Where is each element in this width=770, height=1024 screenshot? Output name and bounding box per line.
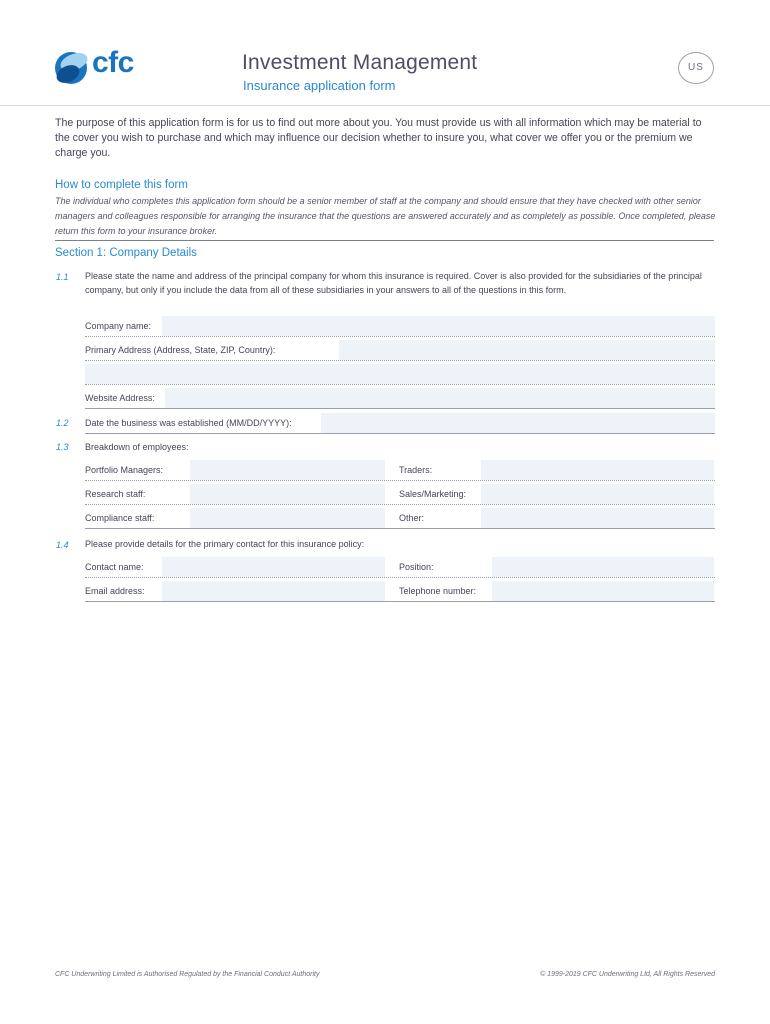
question-text: Please provide details for the primary contact for this insurance policy: (85, 539, 365, 549)
website-field[interactable] (165, 388, 715, 408)
contact-name-label: Contact name: (85, 562, 144, 572)
question-text: Breakdown of employees: (85, 442, 189, 452)
sales-marketing-field[interactable] (481, 484, 714, 504)
question-text: Please state the name and address of the principal company for whom this insurance is required. Cover is also provided for the subsidiaries of the principal company, but only if you include the data from all of these subsidiaries in your answers to all of the questions in this form. (85, 271, 702, 295)
email-label: Email address: (85, 586, 145, 596)
field-underline (85, 601, 715, 602)
page-header (0, 0, 770, 106)
position-label: Position: (399, 562, 434, 572)
cfc-logo (54, 46, 154, 86)
position-field[interactable] (492, 557, 714, 577)
telephone-label: Telephone number: (399, 586, 477, 596)
field-underline (85, 384, 715, 385)
other-label: Other: (399, 513, 425, 523)
section-divider (55, 240, 714, 241)
research-staff-label: Research staff: (85, 489, 146, 499)
cfc-logo-mark-icon (54, 50, 90, 86)
other-field[interactable] (481, 508, 714, 528)
primary-address-row (85, 340, 715, 361)
primary-address-field-2[interactable] (85, 364, 715, 384)
document-subtitle: Insurance application form (243, 78, 396, 93)
contact-row-2 (85, 581, 715, 602)
primary-address-field[interactable] (339, 340, 715, 360)
established-date-row (85, 413, 715, 434)
employees-row-1 (85, 460, 715, 481)
document-title: Investment Management (242, 51, 478, 74)
question-number: 1.3 (56, 442, 69, 452)
field-underline (85, 480, 715, 481)
compliance-staff-field[interactable] (190, 508, 385, 528)
website-row (85, 388, 715, 409)
question-number: 1.4 (56, 540, 69, 550)
research-staff-field[interactable] (190, 484, 385, 504)
company-name-label: Company name: (85, 321, 152, 331)
employees-row-2 (85, 484, 715, 505)
email-field[interactable] (162, 581, 385, 601)
company-name-row (85, 316, 715, 337)
primary-address-label: Primary Address (Address, State, ZIP, Country): (85, 345, 276, 355)
established-date-field[interactable] (321, 413, 715, 433)
established-date-label: Date the business was established (MM/DD/YYYY): (85, 418, 292, 428)
field-underline (85, 577, 715, 578)
field-underline (85, 528, 715, 529)
how-to-body: The individual who completes this application form should be a senior member of staff at the company and should ensure that they have checked with other senior managers and colleagues responsible for arranging the insurance that the questions are answered accurately and as completely as possible. Once completed, please return this form to your insurance broker. (55, 196, 716, 236)
region-badge: US (678, 52, 714, 84)
field-underline (85, 408, 715, 409)
traders-label: Traders: (399, 465, 433, 475)
telephone-field[interactable] (492, 581, 714, 601)
field-underline (85, 433, 715, 434)
section-title: Section 1: Company Details (55, 247, 197, 259)
footer-copyright: © 1999-2019 CFC Underwriting Ltd, All Rights Reserved (540, 971, 715, 978)
question-number: 1.2 (56, 418, 69, 428)
company-name-field[interactable] (162, 316, 715, 336)
compliance-staff-label: Compliance staff: (85, 513, 155, 523)
employees-row-3 (85, 508, 715, 529)
traders-field[interactable] (481, 460, 714, 480)
portfolio-managers-field[interactable] (190, 460, 385, 480)
intro-paragraph: The purpose of this application form is for us to find out more about you. You must provide us with all information which may be material to the cover you wish to purchase and which may influence our decision whether to insure you, what cover we offer you or the premium we charge you. (55, 117, 702, 159)
field-underline (85, 336, 715, 337)
how-to-title: How to complete this form (55, 179, 188, 191)
website-label: Website Address: (85, 393, 155, 403)
footer-regulatory-note: CFC Underwriting Limited is Authorised Regulated by the Financial Conduct Authority (55, 971, 320, 978)
logo-wordmark: cfc (92, 46, 134, 79)
field-underline (85, 504, 715, 505)
contact-name-field[interactable] (162, 557, 385, 577)
field-underline (85, 360, 715, 361)
primary-address-row-2 (85, 364, 715, 385)
sales-marketing-label: Sales/Marketing: (399, 489, 467, 499)
contact-row-1 (85, 557, 715, 578)
portfolio-managers-label: Portfolio Managers: (85, 465, 164, 475)
question-number: 1.1 (56, 272, 69, 282)
